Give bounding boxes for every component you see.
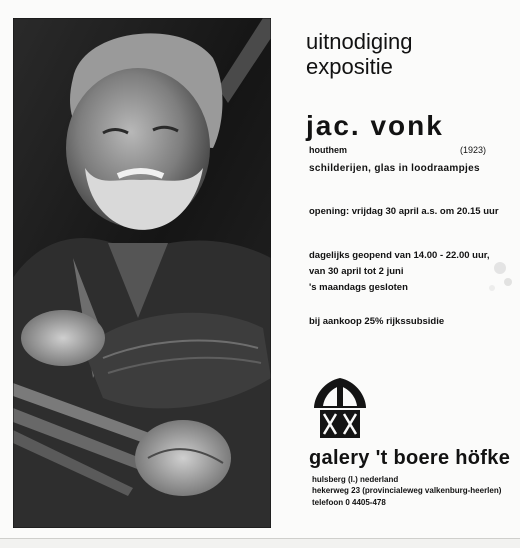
print-smudge <box>470 248 520 308</box>
closed-days: 's maandags gesloten <box>309 282 408 293</box>
gallery-address-street: hekerweg 23 (provincialeweg valkenburg-heerlen) <box>312 486 502 495</box>
gallery-address-town: hulsberg (l.) nederland <box>312 475 399 484</box>
artist-portrait-photo <box>13 18 271 528</box>
subsidy-note: bij aankoop 25% rijkssubsidie <box>309 316 445 327</box>
heading-exhibition: expositie <box>306 54 393 79</box>
gallery-name: galery 't boere höfke <box>309 447 511 469</box>
opening-hours-line: dagelijks geopend van 14.00 - 22.00 uur, <box>309 250 490 261</box>
artist-birth-year: (1923) <box>460 145 487 155</box>
gallery-phone: telefoon 0 4405-478 <box>312 498 386 507</box>
opening-info: opening: vrijdag 30 april a.s. om 20.15 uur <box>309 206 499 217</box>
artist-name: jac. vonk <box>306 110 444 141</box>
house-gable-logo-icon <box>310 376 370 440</box>
heading-invitation: uitnodiging <box>306 29 413 54</box>
artist-place: houthem <box>309 145 347 155</box>
works-description: schilderijen, glas in loodraampjes <box>309 163 480 174</box>
exhibition-period: van 30 april tot 2 juni <box>309 266 404 277</box>
